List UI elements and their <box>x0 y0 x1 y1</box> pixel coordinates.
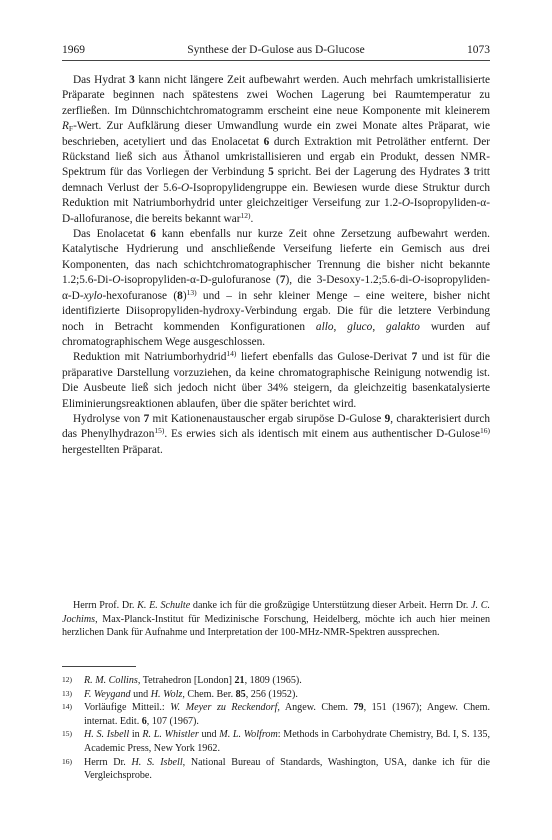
footnote-number: 16 ) <box>62 755 72 769</box>
text-run: K. E. Schulte <box>137 600 191 611</box>
running-header <box>62 43 490 57</box>
text-run: Reduktion mit Natriumborhydrid <box>73 351 227 364</box>
paragraph <box>62 227 490 350</box>
text-run: , Tetrahedron [London] <box>137 675 235 686</box>
text-run: H. Wolz <box>150 688 183 700</box>
text-run: danke ich für die großzügige Unterstützung dieser Arbeit. Herrn Dr. <box>190 600 472 611</box>
text-run: R. L. Whistler <box>142 729 199 741</box>
text-run: kann ebenfalls nur kurze Zeit ohne Zersetzung aufbewahrt werden. Katalytische Hydrierung und anschließende Verseifung lieferte ein Gemisch aus drei Komponenten, das nach schichtchromatographischer Trennung die bisher nicht bekannte 1.2;5.6-Di- <box>62 228 491 287</box>
text-run: M. L. Wolfrom <box>219 729 278 741</box>
footnote-number: 14 ) <box>62 700 72 714</box>
text-run: und <box>130 688 151 700</box>
text-run: liefert ebenfalls das Gulose-Derivat <box>236 351 412 364</box>
text-run: -isopropyliden-α-D-gulofuranose ( <box>120 274 280 287</box>
page-number: 1073 <box>467 44 490 56</box>
text-run: 9 <box>384 412 391 425</box>
text-run: Das Hydrat <box>73 74 130 86</box>
text-run: Das Enolacetat <box>73 228 151 241</box>
text-run: , Chem. Ber. <box>182 688 236 700</box>
text-run: 7 <box>143 412 150 425</box>
text-run: 8 <box>177 289 183 302</box>
text-run: -Wert. Zur Aufklärung dieser Umwandlung wurde ein zwei Monate altes Präparat, wie beschrieben, acetyliert und das Enolacetat <box>62 120 490 148</box>
text-run: in <box>129 729 143 741</box>
text-run: -hexofuranose ( <box>102 289 178 302</box>
header-title: Synthese der D-Gulose aus D-Glucose <box>187 44 365 56</box>
paragraph <box>62 73 490 227</box>
text-run: galakto <box>386 320 420 333</box>
text-run: 6 <box>150 228 156 241</box>
text-run: O <box>412 274 421 287</box>
text-run: -isopropyliden-α-D- <box>62 274 490 302</box>
text-run: xylo <box>83 289 103 302</box>
text-run: 3 <box>129 74 135 86</box>
text-run: H. S. Isbell <box>131 756 183 768</box>
text-run: O <box>181 181 190 194</box>
text-run: , 1809 (1965). <box>244 675 302 686</box>
footnote <box>62 688 490 702</box>
text-run: : Methods in Carbohydrate Chemistry, Bd. I, S. 135, Academic Press, New York 1962. <box>84 729 490 754</box>
acknowledgement <box>62 599 490 640</box>
footnotes <box>62 674 490 783</box>
text-run: O <box>401 197 411 210</box>
footnote <box>62 701 490 728</box>
text-run: kann nicht längere Zeit aufbewahrt werden. Auch mehrfach umkristallisierte Präparate beginnen nach spätestens zwei Wochen Lagerung bei Raumtemperatur zu zerfließen. Im Dünnschichtchromatogramm erscheint eine neue Komponente mit kleinerem <box>62 74 491 117</box>
paragraph <box>62 412 490 458</box>
reference-marker: 13) <box>186 287 197 297</box>
reference-marker: 14) <box>226 349 237 359</box>
footnote <box>62 728 490 755</box>
text-run: Herrn Prof. Dr. <box>73 600 138 611</box>
text-run: und <box>198 729 220 741</box>
text-run: F. Weygand <box>84 688 131 700</box>
text-run: , 256 (1952). <box>245 688 298 700</box>
reference-marker: 12) <box>240 210 251 220</box>
text-run: 3 <box>464 166 470 179</box>
text-run: 6 <box>141 715 147 727</box>
text-run: spricht. Bei der Lagerung des Hydrates <box>273 166 465 179</box>
text-run: R. M. Collins <box>84 675 138 686</box>
text-run: , 107 (1967). <box>146 715 199 727</box>
header-rule <box>62 60 490 61</box>
text-run: , Angew. Chem. <box>277 702 354 714</box>
footnote-number: 12 ) <box>62 673 72 687</box>
text-run: 85 <box>235 688 246 700</box>
text-run: R <box>62 120 69 133</box>
text-run: . Es erwies sich als identisch mit einem aus authentischer D-Gulose <box>164 428 480 441</box>
body-text <box>62 73 490 458</box>
footnote-rule <box>62 666 136 667</box>
paragraph <box>62 350 490 412</box>
footnote-text <box>84 757 490 782</box>
text-run: -Isopropyliden-α-D-allofuranose, die bereits bekannt war <box>62 197 490 225</box>
text-run: 7 <box>411 351 418 364</box>
text-run: O <box>112 274 121 287</box>
footnote-text <box>84 702 490 727</box>
text-run: mit Kationenaustauscher ergab sirupöse D-Gulose <box>149 412 385 425</box>
text-run: ), die 3-Desoxy-1.2;5.6-di- <box>285 274 413 287</box>
text-run: Hydrolyse von <box>73 412 144 425</box>
text-run: ) <box>182 289 187 302</box>
header-year: 1969 <box>62 44 85 56</box>
footnote-text <box>84 675 302 686</box>
text-run: F <box>68 124 74 134</box>
text-run: , charakterisiert durch das Phenylhydrazon <box>62 412 490 441</box>
text-run: tritt demnach Verlust der 5.6- <box>62 166 490 194</box>
text-run: Herrn Dr. <box>84 756 132 768</box>
text-run: allo <box>315 320 334 333</box>
reference-marker: 16) <box>480 426 490 436</box>
text-run: W. Meyer zu Reckendorf <box>170 702 278 714</box>
text-run: -Isopropylidengruppe ein. Bewiesen wurde diese Struktur durch Reduktion mit Natriumborhydrid unter gleichzeitiger Verseifung zur 1.2- <box>62 181 490 210</box>
text-run: Vorläufige Mitteil.: <box>84 702 171 714</box>
reference-marker: 15) <box>154 426 165 436</box>
footnote-text <box>84 689 298 700</box>
text-run: 6 <box>263 135 270 148</box>
text-run: , 151 (1967); Angew. Chem. internat. Edit. <box>84 702 490 727</box>
text-run: 7 <box>279 274 286 287</box>
text-run: H. S. Isbell <box>84 729 130 741</box>
footnote-number: 15 ) <box>62 727 72 741</box>
text-run: hergestellten Präparat. <box>62 443 163 456</box>
footnote <box>62 756 490 783</box>
text-run: wurden auf chromatographischem Wege ausgeschlossen. <box>62 320 491 348</box>
footnote-number: 13 ) <box>62 687 72 701</box>
text-run: gluco <box>347 320 373 333</box>
text-run: 79 <box>353 702 364 714</box>
text-run: 21 <box>234 675 245 686</box>
acknowledgement-text <box>62 599 490 640</box>
text-run: , Max-Planck-Institut für Medizinische Forschung, Heidelberg, möchte ich auch hier meinen herzlichen Dank für Aufnahme und Interpretation der 100-MHz-NMR-Spektren aussprechen. <box>62 613 490 639</box>
text-run: , <box>372 320 387 333</box>
text-run: , National Bureau of Standards, Washington, USA, danke ich für die Vergleichsprobe. <box>84 756 490 782</box>
text-run: durch Extraktion mit Petroläther entfernt. Der Rückstand ließ sich aus Äthanol umkristallisieren und ergab ein Produkt, dessen NMR-Spektrum für das Vorliegen der Verbindung <box>62 135 490 179</box>
text-run: und – in sehr kleiner Menge – eine weitere, bisher nicht identifizierte Diisopropyliden-hydroxy-Verbindung ergab. Die für die letztere Verbindung noch in Betracht kommenden Konfigurationen <box>62 289 490 333</box>
text-run: . <box>250 212 254 225</box>
text-run: , <box>333 320 348 333</box>
footnote <box>62 674 490 688</box>
text-run: 5 <box>268 166 274 179</box>
footnote-text <box>84 729 490 754</box>
text-run: J. C. Jochims <box>62 600 490 625</box>
text-run: und ist für die präparative Darstellung vorzuziehen, da keine chromatographische Reinigung notwendig ist. Die Ausbeute ließ sich jedoch nicht über 34% steigern, da gleichzeitig basenkatalysierte Eliminierungsreaktionen ablaufen, über die später berichtet wird. <box>62 351 490 410</box>
